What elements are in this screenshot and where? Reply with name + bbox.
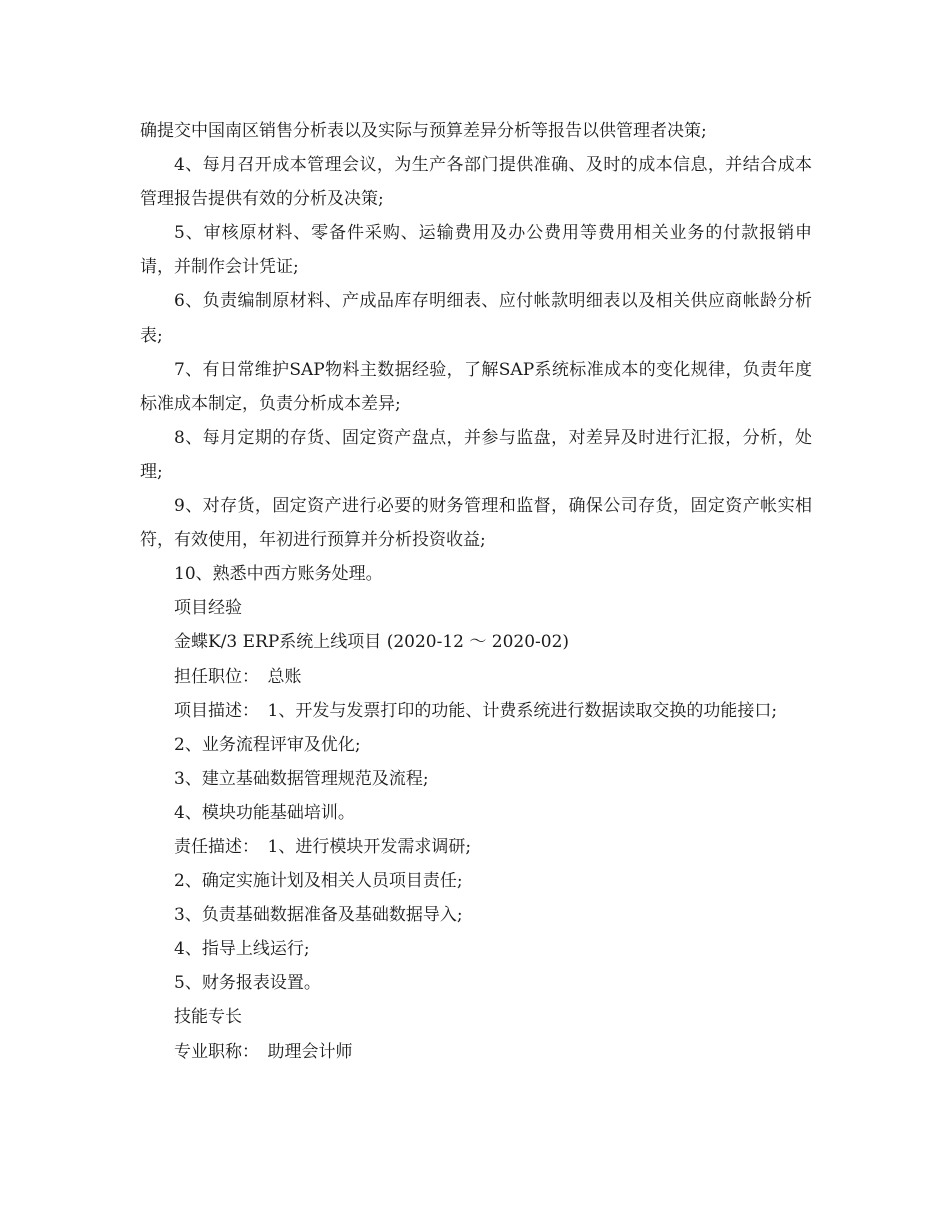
- document-body: [140, 114, 812, 1069]
- paragraph-6: 8、每月定期的存货、固定资产盘点，并参与监盘，对差异及时进行汇报，分析，处理;: [140, 427, 812, 482]
- responsibility-item-4: 4、指导上线运行;: [174, 939, 310, 960]
- section-heading-skills: 技能专长: [174, 1007, 242, 1028]
- paragraph-3: 5、审核原材料、零备件采购、运输费用及办公费用等费用相关业务的付款报销申请，并制作会计凭证;: [140, 223, 812, 278]
- paragraph-1: 确提交中国南区销售分析表以及实际与预算差异分析等报告以供管理者决策;: [140, 121, 707, 141]
- project-description-item-4: 4、模块功能基础培训。: [174, 802, 355, 823]
- responsibility-item-5: 5、财务报表设置。: [174, 973, 321, 994]
- project-description-item-2: 2、业务流程评审及优化;: [174, 734, 361, 755]
- paragraph-2: 4、每月召开成本管理会议，为生产各部门提供准确、及时的成本信息，并结合成本管理报告提供有效的分析及决策;: [140, 155, 812, 210]
- project-description: 项目描述： 1、开发与发票打印的功能、计费系统进行数据读取交换的功能接口;: [174, 700, 778, 721]
- responsibility-item-2: 2、确定实施计划及相关人员项目责任;: [174, 871, 463, 892]
- paragraph-4: 6、负责编制原材料、产成品库存明细表、应付帐款明细表以及相关供应商帐龄分析表;: [140, 291, 812, 346]
- project-description-item-3: 3、建立基础数据管理规范及流程;: [174, 768, 429, 789]
- responsibility-item-3: 3、负责基础数据准备及基础数据导入;: [174, 905, 463, 926]
- project-title: 金蝶K/3 ERP系统上线项目 (2020-12 ～ 2020-02): [174, 632, 570, 653]
- paragraph-8: 10、熟悉中西方账务处理。: [174, 564, 383, 585]
- section-heading-project-experience: 项目经验: [174, 598, 242, 619]
- professional-title: 专业职称： 助理会计师: [174, 1041, 353, 1062]
- responsibility-description: 责任描述： 1、进行模块开发需求调研;: [174, 836, 472, 857]
- paragraph-5: 7、有日常维护SAP物料主数据经验，了解SAP系统标准成本的变化规律，负责年度标准成本制定，负责分析成本差异;: [140, 359, 812, 414]
- paragraph-7: 9、对存货，固定资产进行必要的财务管理和监督，确保公司存货，固定资产帐实相符，有效使用，年初进行预算并分析投资收益;: [140, 496, 812, 551]
- project-position: 担任职位： 总账: [174, 666, 302, 687]
